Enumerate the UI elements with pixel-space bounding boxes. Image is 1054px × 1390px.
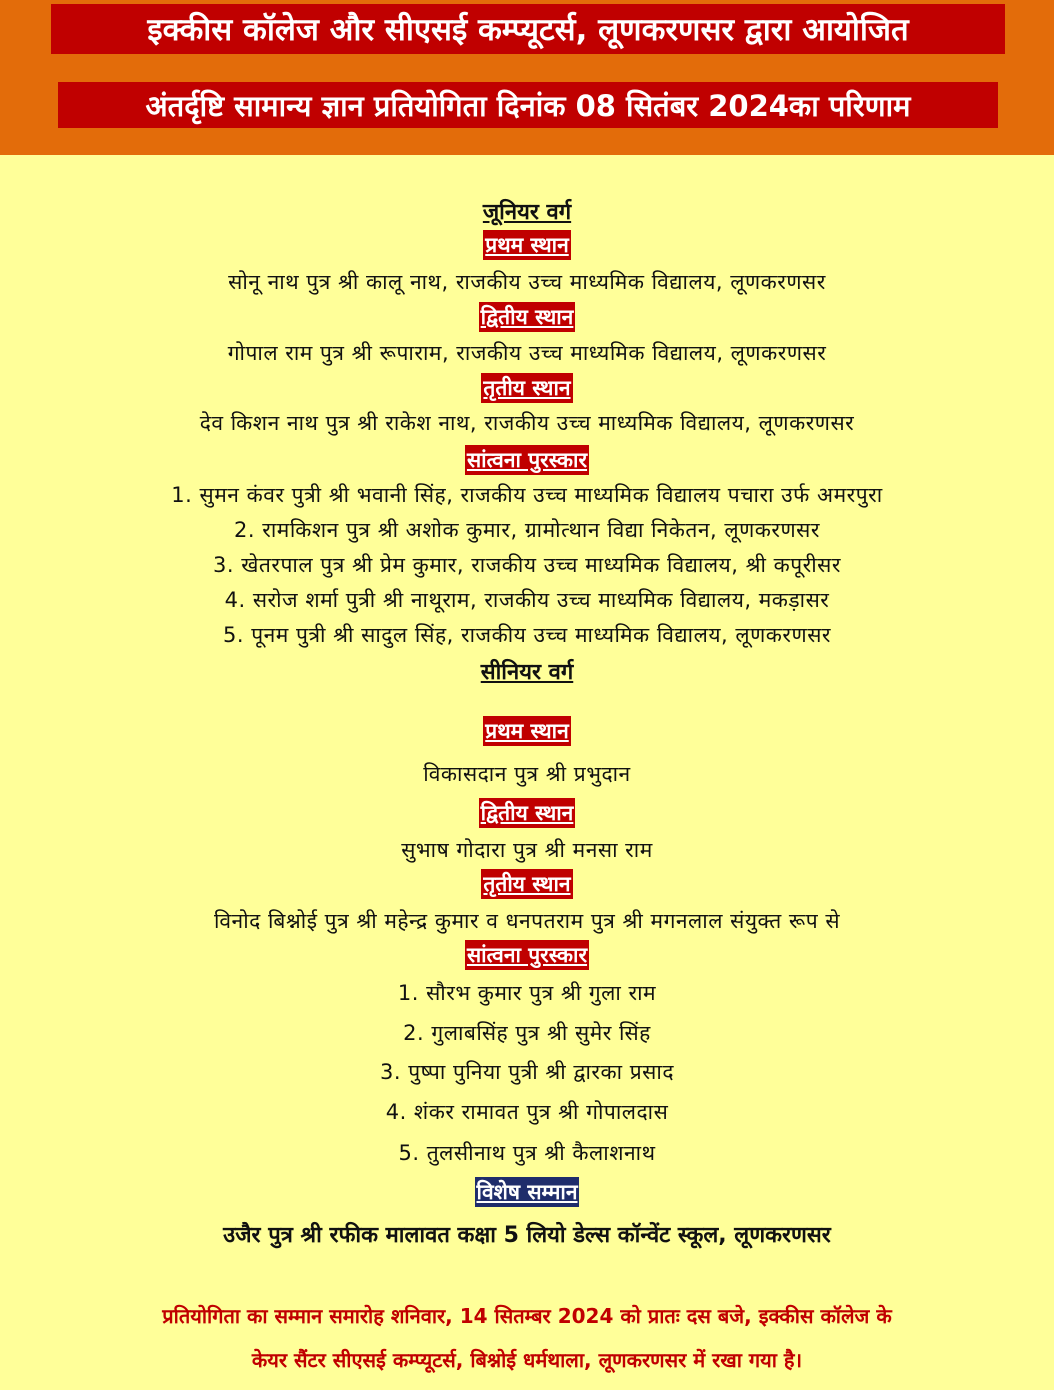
junior-third-place-winner: देव किशन नाथ पुत्र श्री राकेश नाथ, राजकीय उच्च माध्यमिक विद्यालय, लूणकरणसर (199, 411, 855, 435)
senior-second-place-winner: सुभाष गोदारा पुत्र श्री मनसा राम (401, 838, 653, 862)
senior-consolation-item: 4. शंकर रामावत पुत्र श्री गोपालदास (385, 1100, 669, 1124)
junior-category-title: जूनियर वर्ग (482, 200, 572, 225)
header-title-line-2: अंतर्दृष्टि सामान्य ज्ञान प्रतियोगिता दिनांक 08 सितंबर 2024का परिणाम (58, 82, 998, 128)
junior-second-place-winner: गोपाल राम पुत्र श्री रूपाराम, राजकीय उच्च माध्यमिक विद्यालय, लूणकरणसर (227, 341, 827, 365)
senior-consolation-item: 1. सौरभ कुमार पुत्र श्री गुला राम (397, 981, 657, 1005)
special-honor-recipient: उजैर पुत्र श्री रफीक मालावत कक्षा 5 लियो डेल्स कॉन्वेंट स्कूल, लूणकरणसर (223, 1223, 831, 1248)
senior-third-place-winner: विनोद बिश्नोई पुत्र श्री महेन्द्र कुमार व धनपतराम पुत्र श्री मगनलाल संयुक्त रूप से (213, 909, 841, 933)
junior-consolation-item: 1. सुमन कंवर पुत्री श्री भवानी सिंह, राजकीय उच्च माध्यमिक विद्यालय पचारा उर्फ अमरपुरा (171, 483, 883, 507)
header-title-line-1: इक्कीस कॉलेज और सीएसई कम्प्यूटर्स, लूणकरणसर द्वारा आयोजित (51, 4, 1005, 54)
senior-first-place-winner: विकासदान पुत्र श्री प्रभुदान (423, 762, 631, 786)
senior-consolation-item: 5. तुलसीनाथ पुत्र श्री कैलाशनाथ (398, 1141, 656, 1165)
junior-consolation-item: 3. खेतरपाल पुत्र श्री प्रेम कुमार, राजकीय उच्च माध्यमिक विद्यालय, श्री कपूरीसर (213, 553, 841, 577)
junior-consolation-item: 5. पूनम पुत्री श्री सादुल सिंह, राजकीय उच्च माध्यमिक विद्यालय, लूणकरणसर (223, 623, 831, 647)
senior-second-place-label: द्वितीय स्थान (479, 798, 576, 828)
senior-consolation-item: 2. गुलाबसिंह पुत्र श्री सुमेर सिंह (403, 1021, 651, 1045)
special-honor-label: विशेष सम्मान (475, 1177, 580, 1207)
junior-first-place-label: प्रथम स्थान (483, 230, 571, 260)
junior-second-place-label: द्वितीय स्थान (479, 302, 576, 332)
ceremony-note-line-1: प्रतियोगिता का सम्मान समारोह शनिवार, 14 सितम्बर 2024 को प्रातः दस बजे, इक्कीस कॉलेज के (162, 1304, 892, 1328)
junior-first-place-winner: सोनू नाथ पुत्र श्री कालू नाथ, राजकीय उच्च माध्यमिक विद्यालय, लूणकरणसर (228, 270, 826, 294)
junior-consolation-item: 4. सरोज शर्मा पुत्री श्री नाथूराम, राजकीय उच्च माध्यमिक विद्यालय, मकड़ासर (224, 588, 830, 612)
ceremony-note-line-2: केयर सैंटर सीएसई कम्प्यूटर्स, बिश्नोई धर्मथाला, लूणकरणसर में रखा गया है। (251, 1348, 803, 1372)
senior-first-place-label: प्रथम स्थान (483, 716, 571, 746)
junior-consolation-label: सांत्वना पुरस्कार (465, 445, 589, 475)
junior-consolation-item: 2. रामकिशन पुत्र श्री अशोक कुमार, ग्रामोत्थान विद्या निकेतन, लूणकरणसर (234, 518, 820, 542)
senior-consolation-label: सांत्वना पुरस्कार (465, 940, 589, 970)
senior-consolation-item: 3. पुष्पा पुनिया पुत्री श्री द्वारका प्रसाद (380, 1060, 674, 1084)
senior-third-place-label: तृतीय स्थान (481, 869, 572, 899)
senior-category-title: सीनियर वर्ग (480, 660, 574, 685)
junior-third-place-label: तृतीय स्थान (481, 373, 572, 403)
